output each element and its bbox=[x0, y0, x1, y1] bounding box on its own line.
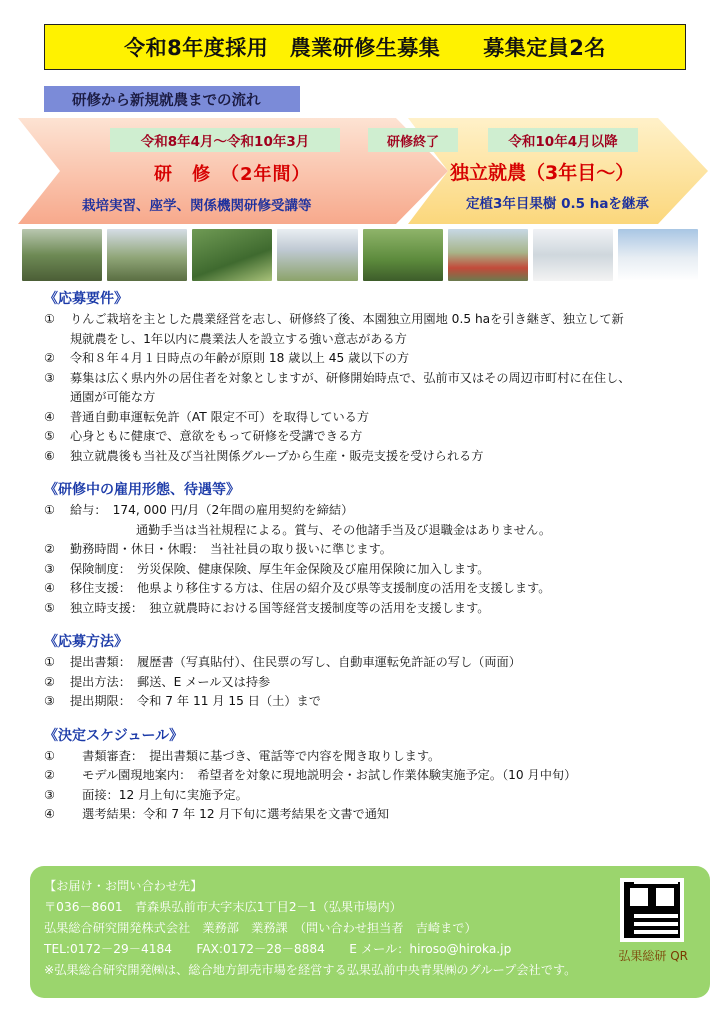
item-number: ④ bbox=[44, 581, 55, 595]
item-text: 給与： 174, 000 円/月（2年間の雇用契約を締結） bbox=[70, 503, 354, 517]
item-number: ③ bbox=[44, 561, 55, 576]
item-text: モデル園現地案内： 希望者を対象に現地説明会・お試し作業体験実施予定。（10 月中旬） bbox=[70, 768, 577, 782]
item-number: ③ bbox=[44, 694, 55, 708]
contact-company: 弘果総合研究開発株式会社 業務部 業務課 （問い合わせ担当者 吉崎まで） bbox=[44, 921, 477, 935]
item-number: ① bbox=[44, 312, 55, 326]
item-number: ③ bbox=[44, 370, 55, 385]
item-text: 募集は広く県内外の居住者を対象としますが、研修開始時点で、弘前市又はその周辺市町村に在住し、 bbox=[70, 370, 631, 385]
contact-heading: 【お届け・お問い合わせ先】 bbox=[44, 879, 203, 893]
contact-note: ※弘果総合研究開発㈱は、総合地方卸売市場を経営する弘果弘前中央青果㈱のグループ会社です。 bbox=[44, 963, 577, 977]
contact-address: 〒036－8601 青森県弘前市大字末広1丁目2－1（弘果市場内） bbox=[44, 900, 402, 914]
list-item bbox=[44, 540, 694, 560]
list-item bbox=[44, 408, 694, 428]
item-text: 独立就農後も当社及び当社関係グループから生産・販売支援を受けられる方 bbox=[70, 448, 484, 463]
list-item bbox=[44, 786, 694, 806]
list-item bbox=[44, 673, 694, 693]
list-item bbox=[44, 447, 694, 467]
list-item bbox=[44, 579, 694, 599]
item-continuation: 通園が可能な方 bbox=[70, 390, 156, 404]
list-item bbox=[44, 501, 694, 521]
item-number: ② bbox=[44, 351, 55, 365]
application-section bbox=[44, 631, 694, 712]
classroom-photo bbox=[533, 229, 613, 281]
tractor-photo bbox=[448, 229, 528, 281]
item-text: 心身ともに健康で、意欲をもって研修を受講できる方 bbox=[70, 429, 363, 443]
item-number: ④ bbox=[44, 807, 55, 821]
item-text: 移住支援： 他県より移住する方は、住居の紹介及び県等支援制度の活用を支援します。 bbox=[70, 581, 551, 595]
section-heading: 《応募方法》 bbox=[44, 634, 128, 650]
employment-section bbox=[44, 479, 694, 618]
list-item bbox=[44, 747, 694, 767]
item-number: ① bbox=[44, 503, 55, 517]
item-number: ⑤ bbox=[44, 600, 55, 615]
qr-caption: 弘果総研 QR bbox=[618, 949, 688, 963]
item-continuation: 規就農をし、1年以内に農業法人を設立する強い意志がある方 bbox=[70, 331, 407, 346]
item-number: ⑤ bbox=[44, 429, 55, 443]
main-content bbox=[44, 288, 694, 838]
schedule-section bbox=[44, 725, 694, 825]
section-heading: 《研修中の雇用形態、待遇等》 bbox=[44, 482, 240, 498]
item-number: ② bbox=[44, 768, 55, 782]
training-flow-diagram bbox=[18, 118, 708, 228]
training-end-tag: 研修終了 bbox=[368, 128, 458, 152]
list-item bbox=[44, 599, 694, 619]
independent-period-tag: 令和10年4月以降 bbox=[488, 128, 638, 152]
item-continuation: 通勤手当は当社規程による。賞与、その他諸手当及び退職金はありません。 bbox=[136, 522, 552, 537]
item-text: 勤務時間・休日・休暇： 当社社員の取り扱いに準じます。 bbox=[70, 542, 392, 556]
list-item bbox=[44, 427, 694, 447]
item-number: ② bbox=[44, 674, 55, 689]
item-number: ③ bbox=[44, 787, 55, 802]
requirements-section bbox=[44, 288, 694, 466]
item-number: ① bbox=[44, 748, 55, 763]
qr-code-icon[interactable] bbox=[620, 878, 684, 942]
contact-phone-email[interactable]: TEL:0172－29－4184 FAX:0172－28－8884 E メール：hiroso@hiroka.jp bbox=[44, 942, 512, 956]
item-text: 提出書類： 履歴書（写真貼付）、住民票の写し、自動車運転免許証の写し（両面） bbox=[70, 655, 521, 669]
item-text: 書類審査： 提出書類に基づき、電話等で内容を聞き取りします。 bbox=[70, 748, 441, 763]
list-item bbox=[44, 560, 694, 580]
page-title: 令和8年度採用 農業研修生募集 募集定員2名 bbox=[44, 24, 686, 70]
list-item bbox=[44, 653, 694, 673]
photo-strip bbox=[22, 229, 698, 281]
section-heading: 《決定スケジュール》 bbox=[44, 727, 184, 744]
item-text: 提出方法： 郵送、E メール又は持参 bbox=[70, 674, 271, 689]
training-period-tag: 令和8年4月～令和10年3月 bbox=[110, 128, 340, 152]
item-number: ④ bbox=[44, 409, 55, 424]
list-item bbox=[44, 766, 694, 786]
contact-box bbox=[30, 866, 710, 998]
list-item bbox=[44, 349, 694, 369]
list-item bbox=[44, 805, 694, 825]
item-text: 独立時支援： 独立就農時における国等経営支援制度等の活用を支援します。 bbox=[70, 600, 490, 615]
item-text: 提出期限： 令和 7 年 11 月 15 日（土）まで bbox=[70, 694, 321, 708]
independent-phase-subtitle: 定植3年目果樹 0.5 haを継承 bbox=[466, 196, 649, 212]
item-text: 面接：12 月上旬に実施予定。 bbox=[70, 787, 248, 802]
flow-section-label: 研修から新規就農までの流れ bbox=[44, 86, 300, 112]
section-heading: 《応募要件》 bbox=[44, 291, 128, 307]
orchard-photo bbox=[22, 229, 102, 281]
list-item bbox=[44, 310, 694, 330]
item-number: ② bbox=[44, 542, 55, 556]
training-group-photo bbox=[277, 229, 357, 281]
item-text: りんご栽培を主とした農業経営を志し、研修終了後、本園独立用園地 0.5 haを引き継ぎ、独立して新 bbox=[70, 312, 624, 326]
list-item bbox=[44, 692, 694, 712]
training-phase-title: 研 修 （2年間） bbox=[154, 164, 311, 185]
item-text: 選考結果：令和 7 年 12 月下旬に選考結果を文書で通知 bbox=[70, 807, 390, 821]
winter-orchard-photo bbox=[618, 229, 698, 281]
item-text: 令和８年４月１日時点の年齢が原則 18 歳以上 45 歳以下の方 bbox=[70, 351, 410, 365]
item-number: ⑥ bbox=[44, 448, 55, 463]
item-text: 保険制度： 労災保険、健康保険、厚生年金保険及び雇用保険に加入します。 bbox=[70, 561, 490, 576]
pruning-photo bbox=[192, 229, 272, 281]
independent-phase-title: 独立就農（3年目～） bbox=[450, 162, 635, 184]
item-text: 普通自動車運転免許（AT 限定不可）を取得している方 bbox=[70, 409, 370, 424]
training-phase-subtitle: 栽培実習、座学、関係機関研修受講等 bbox=[82, 198, 312, 214]
list-item bbox=[44, 369, 694, 389]
item-number: ① bbox=[44, 655, 55, 669]
orchard-work-photo bbox=[363, 229, 443, 281]
orchard-photo bbox=[107, 229, 187, 281]
